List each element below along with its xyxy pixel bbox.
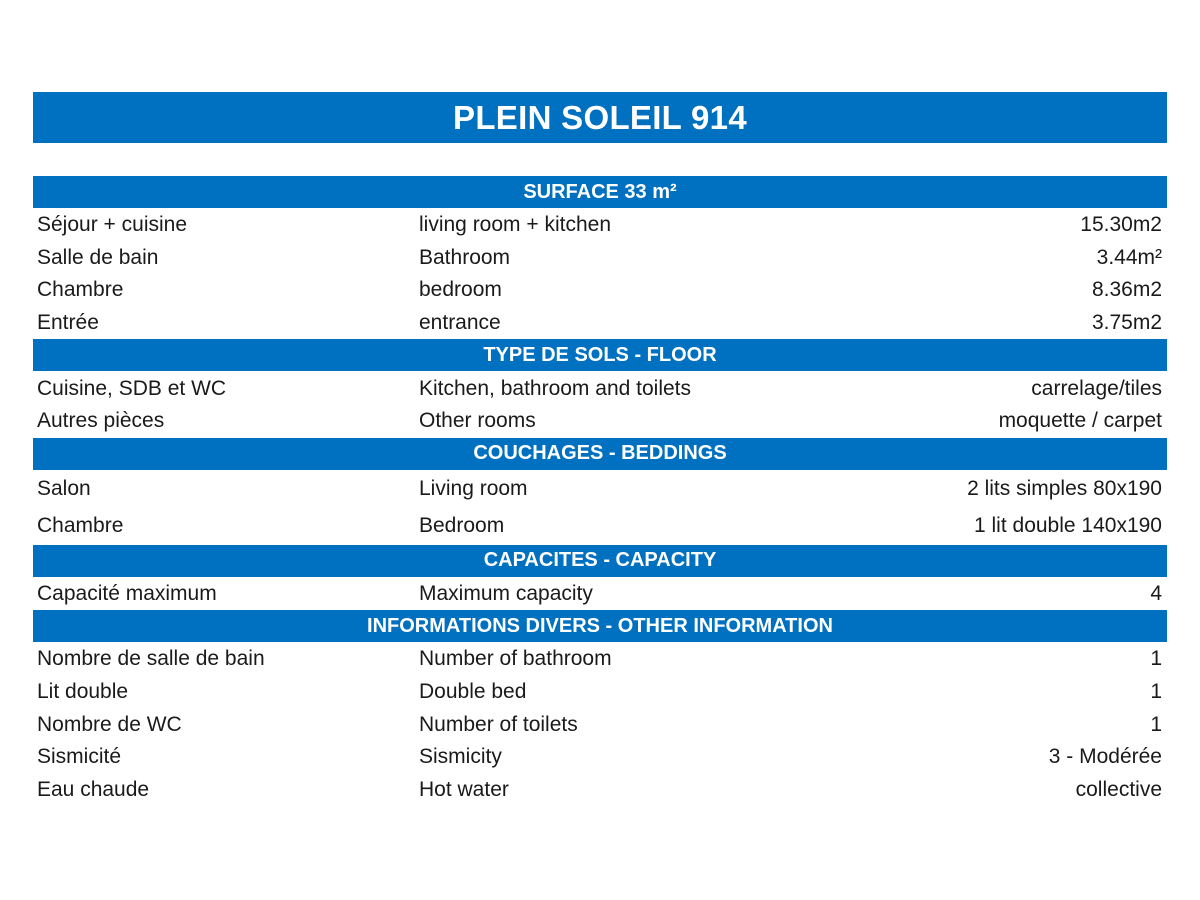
value: 2 lits simples 80x190	[967, 477, 1162, 501]
section-header-capacity: CAPACITES - CAPACITY	[33, 545, 1167, 577]
label-en: Sismicity	[419, 745, 502, 769]
table-row	[33, 209, 1167, 242]
label-en: Bedroom	[419, 514, 505, 538]
label-en: bedroom	[419, 278, 502, 302]
label-en: Living room	[419, 477, 528, 501]
value: 8.36m2	[1091, 278, 1162, 302]
section-header-beddings: COUCHAGES - BEDDINGS	[33, 438, 1167, 470]
value: 3.75m2	[1091, 311, 1162, 335]
label-fr: Autres pièces	[37, 409, 165, 433]
table-row	[33, 676, 1167, 709]
label-en: entrance	[419, 311, 501, 335]
value: collective	[1075, 777, 1162, 801]
value: 15.30m2	[1080, 213, 1162, 237]
label-fr: Lit double	[37, 680, 129, 704]
section-header-other-information: INFORMATIONS DIVERS - OTHER INFORMATION	[33, 610, 1167, 642]
label-en: Maximum capacity	[419, 581, 593, 605]
section-header-floor: TYPE DE SOLS - FLOOR	[33, 339, 1167, 371]
label-fr: Capacité maximum	[37, 581, 217, 605]
label-fr: Sismicité	[37, 745, 122, 769]
label-fr: Nombre de salle de bain	[37, 647, 265, 671]
section-header-surface: SURFACE 33 m²	[33, 176, 1167, 208]
table-row	[33, 774, 1167, 807]
label-fr: Entrée	[37, 311, 99, 335]
table-row	[33, 508, 1167, 545]
label-fr: Chambre	[37, 514, 124, 538]
label-en: Kitchen, bathroom and toilets	[419, 376, 691, 400]
label-en: Hot water	[419, 777, 509, 801]
value: 4	[1150, 581, 1162, 605]
value: 3.44m²	[1096, 245, 1162, 269]
value: carrelage/tiles	[1031, 376, 1162, 400]
label-fr: Eau chaude	[37, 777, 150, 801]
label-en: Number of bathroom	[419, 647, 612, 671]
page-title: PLEIN SOLEIL 914	[33, 92, 1167, 143]
value: 1 lit double 140x190	[974, 514, 1162, 538]
value: 3 - Modérée	[1048, 745, 1162, 769]
label-en: Number of toilets	[419, 712, 578, 736]
label-fr: Salle de bain	[37, 245, 159, 269]
table-row	[33, 274, 1167, 307]
value: 1	[1150, 680, 1162, 704]
label-fr: Cuisine, SDB et WC	[37, 376, 227, 400]
value: 1	[1150, 647, 1162, 671]
label-en: living room + kitchen	[419, 213, 612, 237]
label-fr: Salon	[37, 477, 91, 501]
table-row	[33, 372, 1167, 405]
table-row	[33, 578, 1167, 611]
label-en: Double bed	[419, 680, 527, 704]
table-row	[33, 643, 1167, 676]
value: moquette / carpet	[998, 409, 1162, 433]
table-row	[33, 741, 1167, 774]
label-en: Bathroom	[419, 245, 511, 269]
table-row	[33, 471, 1167, 508]
value: 1	[1150, 712, 1162, 736]
table-row	[33, 405, 1167, 438]
table-row	[33, 708, 1167, 741]
label-fr: Séjour + cuisine	[37, 213, 188, 237]
property-sheet	[33, 176, 1167, 806]
table-row	[33, 307, 1167, 340]
label-fr: Nombre de WC	[37, 712, 182, 736]
table-row	[33, 242, 1167, 275]
label-en: Other rooms	[419, 409, 536, 433]
label-fr: Chambre	[37, 278, 124, 302]
